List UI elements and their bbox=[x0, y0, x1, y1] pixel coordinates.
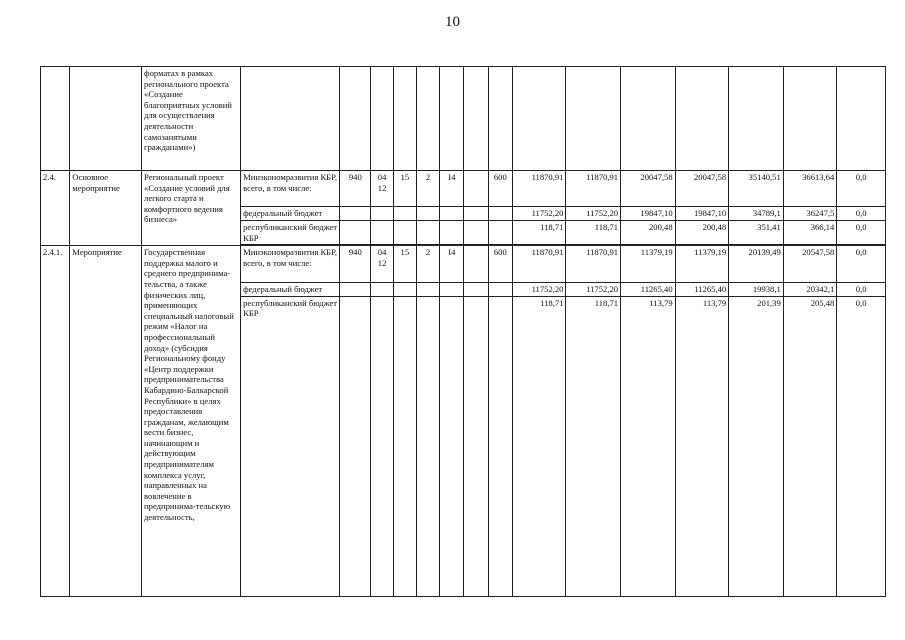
value-cell: 19847,10 bbox=[675, 207, 729, 221]
value-cell: 20547,58 bbox=[783, 246, 837, 283]
value-cell: 35140,51 bbox=[729, 171, 784, 207]
section-code: 04 12 bbox=[371, 246, 393, 283]
value-cell: 36247,5 bbox=[783, 207, 837, 221]
value-cell: 118,71 bbox=[566, 221, 621, 245]
value-cell: 11752,20 bbox=[512, 283, 566, 297]
value-cell: 20047,58 bbox=[621, 171, 676, 207]
value-cell: 11265,40 bbox=[675, 283, 729, 297]
funding-source: федеральный бюджет bbox=[241, 283, 340, 297]
grbs-code: 940 bbox=[340, 171, 371, 207]
value-cell: 36613,64 bbox=[783, 171, 837, 207]
value-cell: 200,48 bbox=[675, 221, 729, 245]
value-cell: 200,48 bbox=[621, 221, 676, 245]
value-cell: 0,0 bbox=[837, 207, 886, 221]
value-cell: 113,79 bbox=[675, 296, 729, 596]
value-cell: 11870,91 bbox=[512, 171, 566, 207]
value-cell: 20139,49 bbox=[729, 246, 784, 283]
target-code-3: I4 bbox=[440, 171, 464, 207]
row-number: 2.4.1. bbox=[41, 246, 70, 597]
value-cell: 11379,19 bbox=[675, 246, 729, 283]
value-cell: 19938,1 bbox=[729, 283, 784, 297]
value-cell: 0,0 bbox=[837, 221, 886, 245]
value-cell: 11265,40 bbox=[621, 283, 676, 297]
table-row bbox=[41, 171, 886, 207]
value-cell: 113,79 bbox=[621, 296, 676, 596]
funding-source: федеральный бюджет bbox=[241, 207, 340, 221]
value-cell: 118,71 bbox=[512, 221, 566, 245]
value-cell: 201,39 bbox=[729, 296, 784, 596]
section-code: 04 12 bbox=[371, 171, 393, 207]
value-cell: 11870,91 bbox=[566, 171, 621, 207]
value-cell: 11870,91 bbox=[566, 246, 621, 283]
expense-type: 600 bbox=[488, 171, 512, 207]
funding-source: республиканский бюджет КБР bbox=[241, 296, 340, 596]
funding-source: Минэкономразвития КБР, всего, в том числе: bbox=[241, 171, 340, 207]
value-cell: 11870,91 bbox=[512, 246, 566, 283]
value-cell: 34789,1 bbox=[729, 207, 784, 221]
event-type: Мероприятие bbox=[70, 246, 142, 597]
value-cell: 0,0 bbox=[837, 246, 886, 283]
event-name: форматах в рамках регионального проекта «Создание благоприятных условий для осуществления деятельности самозанятыми гражданами») bbox=[142, 67, 241, 171]
funding-source: Минэкономразвития КБР, всего, в том числе: bbox=[241, 246, 340, 283]
value-cell: 0,0 bbox=[837, 296, 886, 596]
value-cell: 0,0 bbox=[837, 171, 886, 207]
value-cell: 11752,20 bbox=[566, 207, 621, 221]
value-cell: 205,48 bbox=[783, 296, 837, 596]
page-number: 10 bbox=[445, 14, 460, 30]
value-cell: 118,71 bbox=[512, 296, 566, 596]
expense-type: 600 bbox=[488, 246, 512, 283]
table-row bbox=[41, 67, 886, 171]
event-name: Государственная поддержка малого и среднего предпринима-тельства, а также физических лиц, применяющих специальный налоговый режим «Налог на профессиональный доход» (субсидия Региональному фонду «Центр поддержки предпринимательства Кабардино-Балкарской Республики» в целях предоставления гражданам, желающим вести бизнес, начинающим и действующим предпринимателям комплекса услуг, направленных на вовлечение в предпринима-тельскую деятельность, bbox=[142, 246, 241, 597]
target-code-1: 15 bbox=[393, 246, 416, 283]
value-cell: 20047,58 bbox=[675, 171, 729, 207]
value-cell: 11752,20 bbox=[566, 283, 621, 297]
event-name: Региональный проект «Создание условий для легкого старта и комфортного ведения бизнеса» bbox=[142, 171, 241, 246]
value-cell: 11752,20 bbox=[512, 207, 566, 221]
target-code-2: 2 bbox=[416, 246, 439, 283]
value-cell: 118,71 bbox=[566, 296, 621, 596]
target-code-1: 15 bbox=[393, 171, 416, 207]
funding-source: республиканский бюджет КБР bbox=[241, 221, 340, 245]
value-cell: 0,0 bbox=[837, 283, 886, 297]
table-row bbox=[41, 246, 886, 283]
value-cell: 20342,1 bbox=[783, 283, 837, 297]
value-cell: 19847,10 bbox=[621, 207, 676, 221]
row-number: 2.4. bbox=[41, 171, 70, 246]
value-cell: 351,41 bbox=[729, 221, 784, 245]
target-code-3: I4 bbox=[440, 246, 464, 283]
event-type: Основное мероприятие bbox=[70, 171, 142, 246]
budget-table bbox=[40, 66, 886, 597]
value-cell: 366,14 bbox=[783, 221, 837, 245]
value-cell: 11379,19 bbox=[621, 246, 676, 283]
grbs-code: 940 bbox=[340, 246, 371, 283]
target-code-2: 2 bbox=[416, 171, 439, 207]
